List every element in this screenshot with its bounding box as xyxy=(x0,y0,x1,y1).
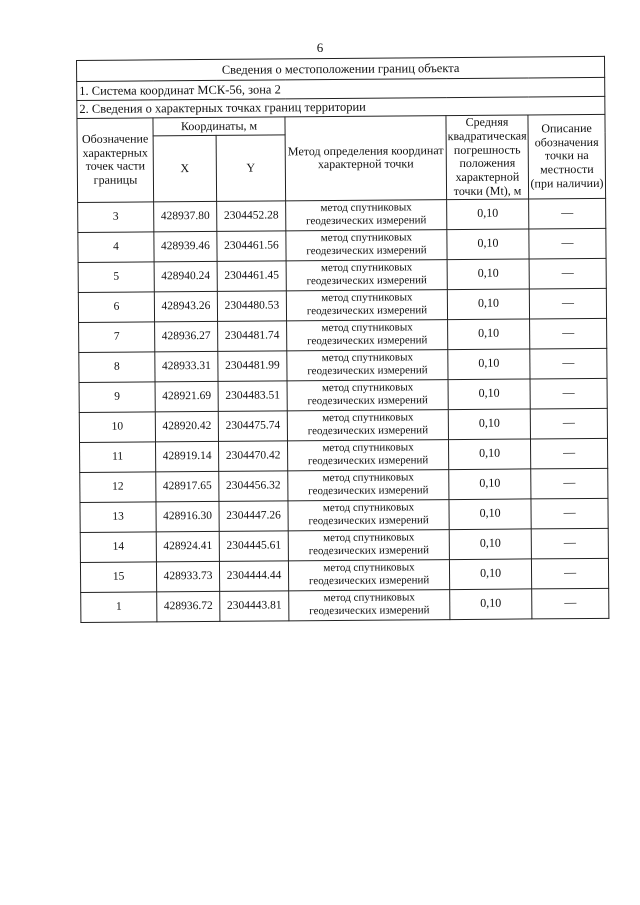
coord-x: 428916.30 xyxy=(156,501,219,531)
coord-x: 428917.65 xyxy=(156,471,219,501)
table-row xyxy=(78,228,606,262)
method: метод спутниковых геодезических измерений xyxy=(287,439,448,470)
method: метод спутниковых геодезических измерений xyxy=(286,199,447,230)
method: метод спутниковых геодезических измерений xyxy=(287,349,448,380)
accuracy-value: 0,10 xyxy=(447,289,529,320)
point-number: 12 xyxy=(80,472,156,503)
description-dash: — xyxy=(529,198,606,229)
description-dash: — xyxy=(531,498,608,529)
coord-y: 2304481.74 xyxy=(218,321,287,352)
description-dash: — xyxy=(529,258,606,289)
point-number: 6 xyxy=(78,292,154,323)
coord-y: 2304456.32 xyxy=(219,471,288,502)
method: метод спутниковых геодезических измерений xyxy=(288,499,449,530)
coord-y: 2304447.26 xyxy=(219,501,288,532)
header-x: X xyxy=(153,136,217,202)
point-number: 15 xyxy=(80,562,156,593)
coord-x: 428937.80 xyxy=(154,201,217,231)
accuracy-value: 0,10 xyxy=(450,589,532,620)
description-dash: — xyxy=(530,438,607,469)
table-row xyxy=(79,348,607,382)
boundary-points-table xyxy=(76,56,609,623)
point-number: 5 xyxy=(78,262,154,293)
coord-y: 2304443.81 xyxy=(220,591,289,622)
page-number: 6 xyxy=(316,40,324,55)
method: метод спутниковых геодезических измерений xyxy=(286,229,447,260)
coord-x: 428921.69 xyxy=(155,381,218,411)
coord-x: 428936.72 xyxy=(157,591,220,621)
boundary-table-sheet xyxy=(76,56,608,623)
method: метод спутниковых геодезических измерений xyxy=(289,589,450,620)
description-dash: — xyxy=(531,468,608,499)
section-heading: 2. Сведения о характерных точках границ территории xyxy=(77,96,605,118)
description-dash: — xyxy=(529,228,606,259)
point-number: 7 xyxy=(79,322,155,353)
point-number: 8 xyxy=(79,352,155,383)
method: метод спутниковых геодезических измерений xyxy=(288,469,449,500)
table-row xyxy=(80,498,608,532)
table-row xyxy=(80,468,608,502)
point-number: 11 xyxy=(80,442,156,473)
header-y: Y xyxy=(216,135,286,201)
method: метод спутниковых геодезических измерений xyxy=(287,379,448,410)
description-dash: — xyxy=(532,588,609,619)
header-point-designation: Обозначение характерных точек части границы xyxy=(77,118,154,202)
description-dash: — xyxy=(529,288,606,319)
header-accuracy: Средняя квадратическая погрешность положения характерной точки (Mt), м xyxy=(447,114,527,199)
table-row xyxy=(78,198,606,232)
point-number: 9 xyxy=(79,382,155,413)
coord-x: 428940.24 xyxy=(154,261,217,291)
coord-x: 428939.46 xyxy=(154,231,217,261)
method: метод спутниковых геодезических измерений xyxy=(287,319,448,350)
accuracy-value: 0,10 xyxy=(448,439,530,470)
description-dash: — xyxy=(531,528,608,559)
point-number: 4 xyxy=(78,232,154,263)
coord-y: 2304480.53 xyxy=(217,291,286,322)
coord-y: 2304445.61 xyxy=(219,531,288,562)
accuracy-value: 0,10 xyxy=(448,349,530,380)
coord-x: 428933.31 xyxy=(155,351,218,381)
accuracy-value: 0,10 xyxy=(449,499,531,530)
coord-y: 2304444.44 xyxy=(219,561,288,592)
coord-x: 428920.42 xyxy=(155,411,218,441)
table-row xyxy=(78,258,606,292)
description-dash: — xyxy=(531,558,608,589)
method: метод спутниковых геодезических измерений xyxy=(288,529,449,560)
accuracy-value: 0,10 xyxy=(447,199,529,230)
method: метод спутниковых геодезических измерений xyxy=(286,289,447,320)
header-method: Метод определения координат характерной точки xyxy=(285,116,447,201)
coord-y: 2304452.28 xyxy=(217,201,286,232)
table-title: Сведения о местоположении границ объекта xyxy=(77,56,605,81)
point-number: 14 xyxy=(80,532,156,563)
method: метод спутниковых геодезических измерений xyxy=(288,559,449,590)
point-number: 13 xyxy=(80,502,156,533)
accuracy-value: 0,10 xyxy=(449,469,531,500)
description-dash: — xyxy=(530,348,607,379)
coord-x: 428943.26 xyxy=(154,291,217,321)
coord-x: 428933.73 xyxy=(156,561,219,591)
coord-x: 428919.14 xyxy=(156,441,219,471)
accuracy-value: 0,10 xyxy=(449,529,531,560)
accuracy-value: 0,10 xyxy=(448,319,530,350)
description-dash: — xyxy=(530,378,607,409)
accuracy-value: 0,10 xyxy=(448,379,530,410)
table-row xyxy=(78,288,606,322)
coord-y: 2304461.45 xyxy=(217,261,286,292)
table-row xyxy=(79,408,607,442)
accuracy-value: 0,10 xyxy=(447,259,529,290)
coord-y: 2304483.51 xyxy=(218,381,287,412)
table-row xyxy=(81,588,609,622)
method: метод спутниковых геодезических измерений xyxy=(286,259,447,290)
point-number: 1 xyxy=(81,592,157,623)
table-row xyxy=(79,378,607,412)
coord-y: 2304470.42 xyxy=(218,441,287,472)
accuracy-value: 0,10 xyxy=(449,559,531,590)
method: метод спутниковых геодезических измерений xyxy=(287,409,448,440)
point-number: 3 xyxy=(78,202,154,233)
accuracy-value: 0,10 xyxy=(448,409,530,440)
table-row xyxy=(80,558,608,592)
coordinate-system: 1. Система координат МСК-56, зона 2 xyxy=(77,77,605,100)
header-coordinates: Координаты, м xyxy=(153,117,285,137)
table-row xyxy=(79,318,607,352)
coord-x: 428924.41 xyxy=(156,531,219,561)
description-dash: — xyxy=(530,318,607,349)
accuracy-value: 0,10 xyxy=(447,229,529,260)
coord-y: 2304461.56 xyxy=(217,231,286,262)
coord-x: 428936.27 xyxy=(155,321,218,351)
description-dash: — xyxy=(530,408,607,439)
header-description: Описание обозначения точки на местности (при наличии) xyxy=(528,114,606,198)
coord-y: 2304475.74 xyxy=(218,411,287,442)
table-row xyxy=(80,438,608,472)
table-row xyxy=(80,528,608,562)
coord-y: 2304481.99 xyxy=(218,351,287,382)
point-number: 10 xyxy=(79,412,155,443)
